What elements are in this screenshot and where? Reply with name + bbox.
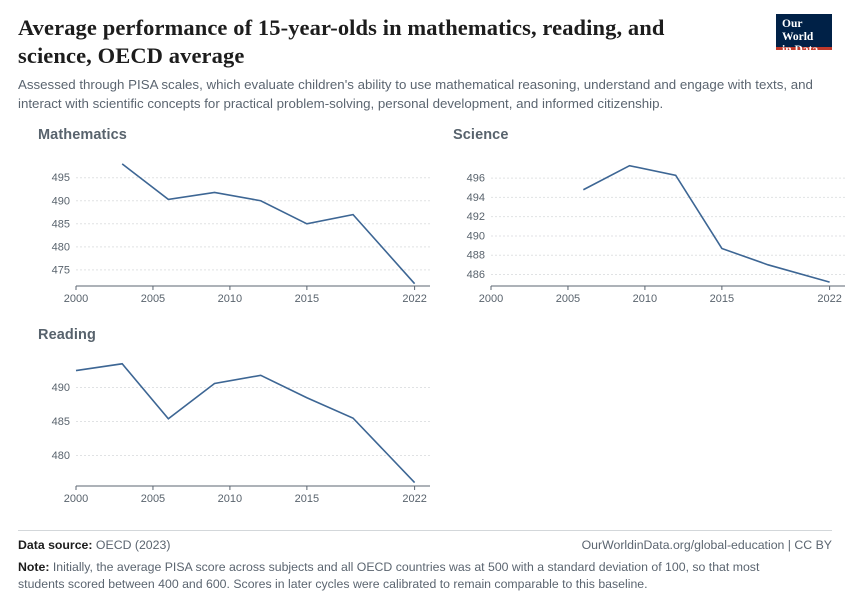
panel-science bbox=[453, 127, 850, 312]
svg-text:490: 490 bbox=[51, 382, 70, 395]
footer-note-text: Initially, the average PISA score across subjects and all OECD countries was at 500 with a standard deviation of 100, so that most students scored between 400 and 600. Scores in later cycles were calibrated to remain comparable to this baseline. bbox=[18, 560, 760, 591]
panel-title-reading: Reading bbox=[38, 327, 96, 343]
svg-text:488: 488 bbox=[466, 249, 485, 262]
svg-text:2015: 2015 bbox=[294, 493, 320, 505]
data-source bbox=[18, 538, 170, 552]
panel-title-mathematics: Mathematics bbox=[38, 127, 127, 143]
footer-attribution[interactable]: OurWorldinData.org/global-education | CC BY bbox=[581, 538, 832, 552]
svg-text:2015: 2015 bbox=[294, 293, 320, 305]
svg-text:2022: 2022 bbox=[817, 293, 842, 305]
svg-text:495: 495 bbox=[51, 172, 70, 185]
header bbox=[18, 14, 832, 113]
page-subtitle: Assessed through PISA scales, which evaluate children's ability to use mathematical reasoning, understand and engage with texts, and interact with scientific concepts for practical problem-solving, personal development, and informed citizenship. bbox=[18, 77, 813, 111]
svg-text:2010: 2010 bbox=[217, 493, 243, 505]
svg-text:2010: 2010 bbox=[632, 293, 658, 305]
svg-text:2010: 2010 bbox=[217, 293, 243, 305]
svg-text:2022: 2022 bbox=[402, 293, 427, 305]
svg-text:485: 485 bbox=[51, 416, 70, 428]
svg-text:490: 490 bbox=[466, 230, 485, 243]
logo-line-1: Our World bbox=[782, 18, 814, 43]
footer-note-label: Note: bbox=[18, 560, 50, 574]
svg-text:480: 480 bbox=[51, 449, 70, 462]
svg-text:2000: 2000 bbox=[63, 493, 89, 505]
svg-text:496: 496 bbox=[466, 172, 485, 185]
svg-text:2022: 2022 bbox=[402, 493, 427, 505]
data-source-value: OECD (2023) bbox=[95, 538, 171, 552]
svg-text:480: 480 bbox=[51, 241, 70, 254]
svg-text:490: 490 bbox=[51, 195, 70, 208]
svg-text:494: 494 bbox=[466, 191, 485, 204]
svg-text:2000: 2000 bbox=[478, 293, 504, 305]
plot-mathematics[interactable] bbox=[38, 147, 438, 312]
svg-text:2005: 2005 bbox=[555, 293, 581, 305]
logo-line-2: in Data bbox=[782, 44, 819, 56]
charts-container bbox=[18, 127, 842, 527]
plot-reading[interactable] bbox=[38, 347, 438, 512]
svg-text:2005: 2005 bbox=[140, 293, 166, 305]
svg-text:2005: 2005 bbox=[140, 493, 166, 505]
panel-reading bbox=[38, 327, 438, 512]
footer-row bbox=[18, 538, 832, 552]
svg-text:2015: 2015 bbox=[709, 293, 735, 305]
plot-science[interactable] bbox=[453, 147, 850, 312]
panel-title-science: Science bbox=[453, 127, 509, 143]
page-title: Average performance of 15-year-olds in mathematics, reading, and science, OECD average bbox=[18, 15, 665, 68]
svg-text:492: 492 bbox=[466, 211, 485, 224]
footer-note bbox=[18, 559, 808, 592]
footer bbox=[18, 530, 832, 592]
svg-text:485: 485 bbox=[51, 218, 70, 231]
owid-logo[interactable] bbox=[776, 14, 832, 56]
svg-text:486: 486 bbox=[466, 268, 485, 281]
data-source-label: Data source: bbox=[18, 538, 93, 552]
footer-divider bbox=[18, 530, 832, 531]
panel-mathematics bbox=[38, 127, 438, 312]
svg-text:475: 475 bbox=[51, 264, 70, 277]
svg-text:2000: 2000 bbox=[63, 293, 89, 305]
